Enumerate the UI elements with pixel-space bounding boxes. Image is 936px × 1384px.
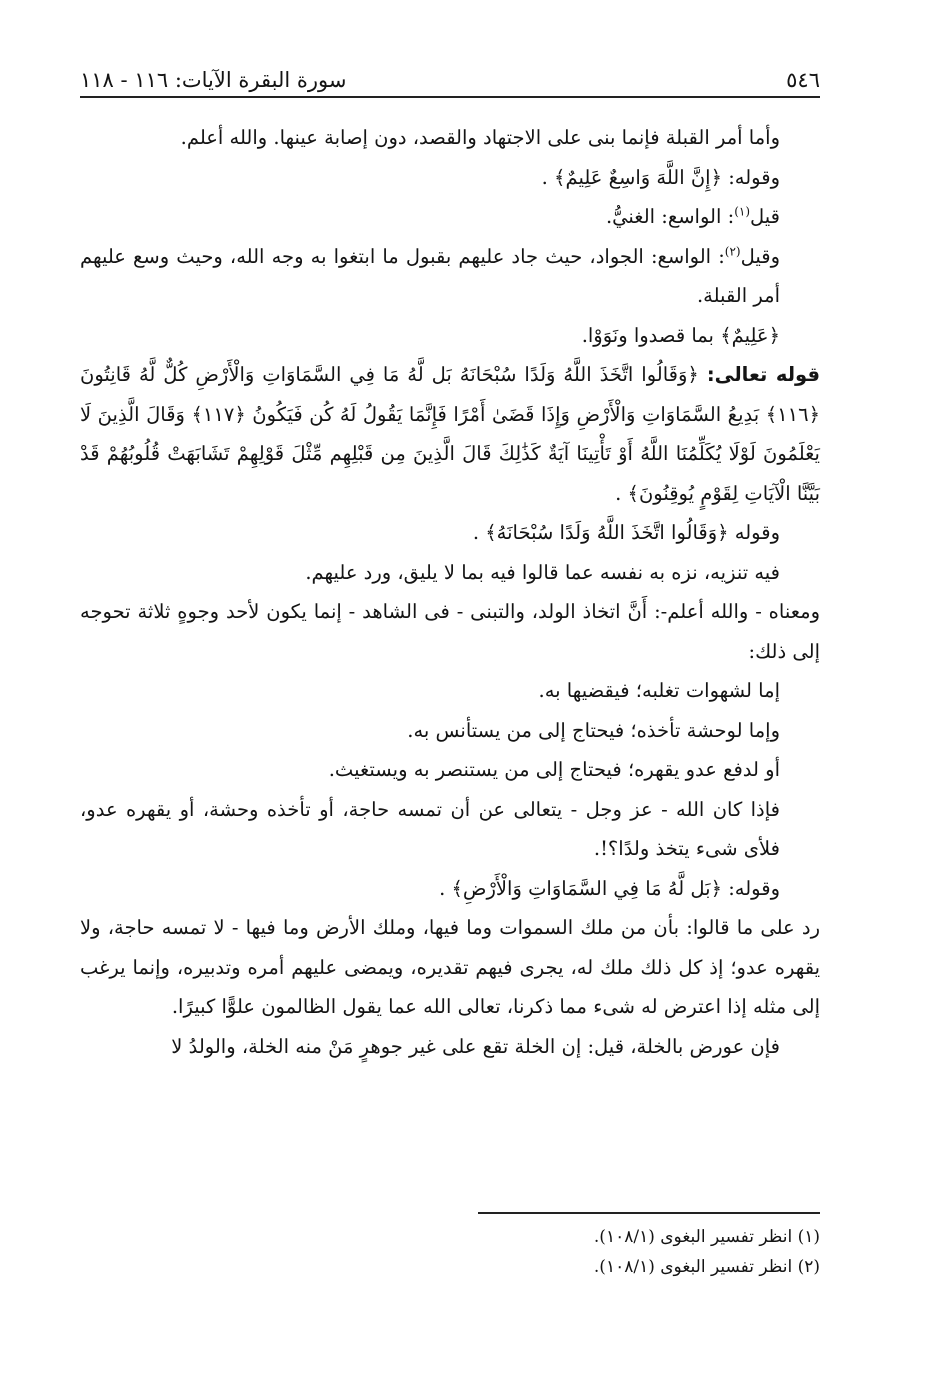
quran-quote: ﴿وَقَالُوا اتَّخَذَ اللَّهُ وَلَدًا سُبْحَانَهُ﴾ (485, 521, 729, 544)
quran-verses-116-118: ﴿وَقَالُوا اتَّخَذَ اللَّهُ وَلَدًا سُبْحَانَهُ بَل لَّهُ مَا فِي السَّمَاوَاتِ وَالْأَرْضِ كُلٌّ لَّهُ قَانِتُونَ ﴿١١٦﴾ بَدِيعُ السَّمَاوَاتِ وَالْأَرْضِ وَإِذَا قَضَىٰ أَمْرًا فَإِنَّمَا يَقُولُ لَهُ كُن فَيَكُونُ ﴿١١٧﴾ وَقَالَ الَّذِينَ لَا يَعْلَمُونَ لَوْلَا يُكَلِّمُنَا اللَّهُ أَوْ تَأْتِينَا آيَةٌ كَذَٰلِكَ قَالَ الَّذِينَ مِن قَبْلِهِم مِّثْلَ قَوْلِهِمْ تَشَابَهَتْ قُلُوبُهُمْ قَدْ بَيَّنَّا الْآيَاتِ لِقَوْمٍ يُوقِنُونَ﴾ (80, 363, 820, 505)
paragraph-reason-2: وإما لوحشة تأخذه؛ فيحتاج إلى من يستأنس به. (407, 718, 780, 742)
paragraph-rebuttal: رد على ما قالوا: بأن من ملك السموات وما فيها، وملك الأرض وما فيها - لا تمسه حاجة، ولا يقهره عدو؛ إذ كل ذلك ملك له، يجرى فيهم تقديره، ويمضى عليهم أمره وتدبيره، وإنما يرغب إلى مثله إذا اعترض له شىء مما ذكرنا، تعالى الله عما يقول الظالمون علوًّا كبيرًا. (80, 916, 820, 1018)
paragraph-lead: وقوله: (728, 165, 780, 189)
page-header (80, 56, 820, 92)
paragraph-wasi-alim (80, 158, 820, 198)
paragraph-lead: وقيل (740, 244, 780, 268)
verse-block (80, 355, 820, 513)
paragraph-meaning: ومعناه - والله أعلم-: أَنَّ اتخاذ الولد، والتبنى - فى الشاهد - إنما يكون لأحد وجوهٍ ثلاثة تحوجه إلى ذلك: (80, 600, 820, 663)
paragraph-lead: قيل (750, 205, 780, 228)
paragraph-khulla: فإن عورض بالخلة، قيل: إن الخلة تقع على غير جوهرٍ مَنْ منه الخلة، والولدُ لا (171, 1034, 780, 1058)
paragraph-reason-1: إما لشهوات تغلبه؛ فيقضيها به. (538, 679, 780, 702)
paragraph-qalu (80, 513, 820, 553)
paragraph-text: : الواسع: الغنيُّ. (605, 205, 735, 228)
paragraph-tail: . (472, 521, 480, 544)
header-divider (80, 96, 820, 98)
paragraph-tail: . (615, 481, 622, 505)
footnote-number: (١) (797, 1227, 820, 1247)
paragraph-lead: وقوله (734, 521, 780, 544)
verse-lead: قوله تعالى: (706, 363, 821, 386)
paragraph-text: بما قصدوا ونَوَوْا. (581, 323, 714, 347)
paragraph-tail: . (439, 876, 446, 900)
paragraph-conclusion: فإذا كان الله - عز وجل - يتعالى عن أن تمسه حاجة، أو تأخذه وحشة، أو يقهره عدو، فلأى شىء يتخذ ولدًا؟!. (80, 797, 780, 860)
paragraph-lead: وقوله: (728, 876, 780, 900)
quran-quote: ﴿إِنَّ اللَّهَ وَاسِعٌ عَلِيمٌ﴾ (554, 165, 723, 189)
paragraph-qil-2 (80, 237, 820, 316)
running-title: سورة البقرة الآيات: ١١٦ - ١١٨ (80, 68, 347, 92)
paragraph-qibla: وأما أمر القبلة فإنما بنى على الاجتهاد والقصد، دون إصابة عينها. والله أعلم. (180, 126, 780, 149)
footnote-1 (80, 1222, 820, 1252)
paragraph-reason-3: أو لدفع عدو يقهره؛ فيحتاج إلى من يستنصر به ويستغيث. (328, 758, 780, 781)
page-number: ٥٤٦ (786, 68, 820, 92)
main-text (80, 118, 820, 1066)
footnote-divider (478, 1212, 820, 1214)
paragraph-alim (80, 316, 820, 356)
footnote-text: انظر تفسير البغوى (١٠٨/١). (593, 1227, 793, 1247)
paragraph-qil-1 (80, 197, 820, 237)
footnote-ref-1: (١) (734, 204, 751, 219)
footnotes (80, 1222, 820, 1282)
footnote-2 (80, 1252, 820, 1282)
footnote-ref-2: (٢) (724, 244, 741, 258)
quran-quote: ﴿بَل لَّهُ مَا فِي السَّمَاوَاتِ وَالْأَرْضِ﴾ (451, 876, 723, 900)
footnote-text: انظر تفسير البغوى (١٠٨/١). (593, 1257, 793, 1277)
paragraph-bal-lahu (80, 869, 820, 909)
paragraph-text: : الواسع: الجواد، حيث جاد عليهم بقبول ما ابتغوا به وجه الله، وحيث وسع عليهم أمر القبلة. (80, 244, 780, 307)
footnote-number: (٢) (797, 1257, 820, 1277)
quran-quote: ﴿عَلِيمٌ﴾ (720, 323, 780, 347)
paragraph-tanzih: فيه تنزيه، نزه به نفسه عما قالوا فيه بما لا يليق، ورد عليهم. (305, 560, 780, 584)
paragraph-tail: . (541, 165, 548, 189)
